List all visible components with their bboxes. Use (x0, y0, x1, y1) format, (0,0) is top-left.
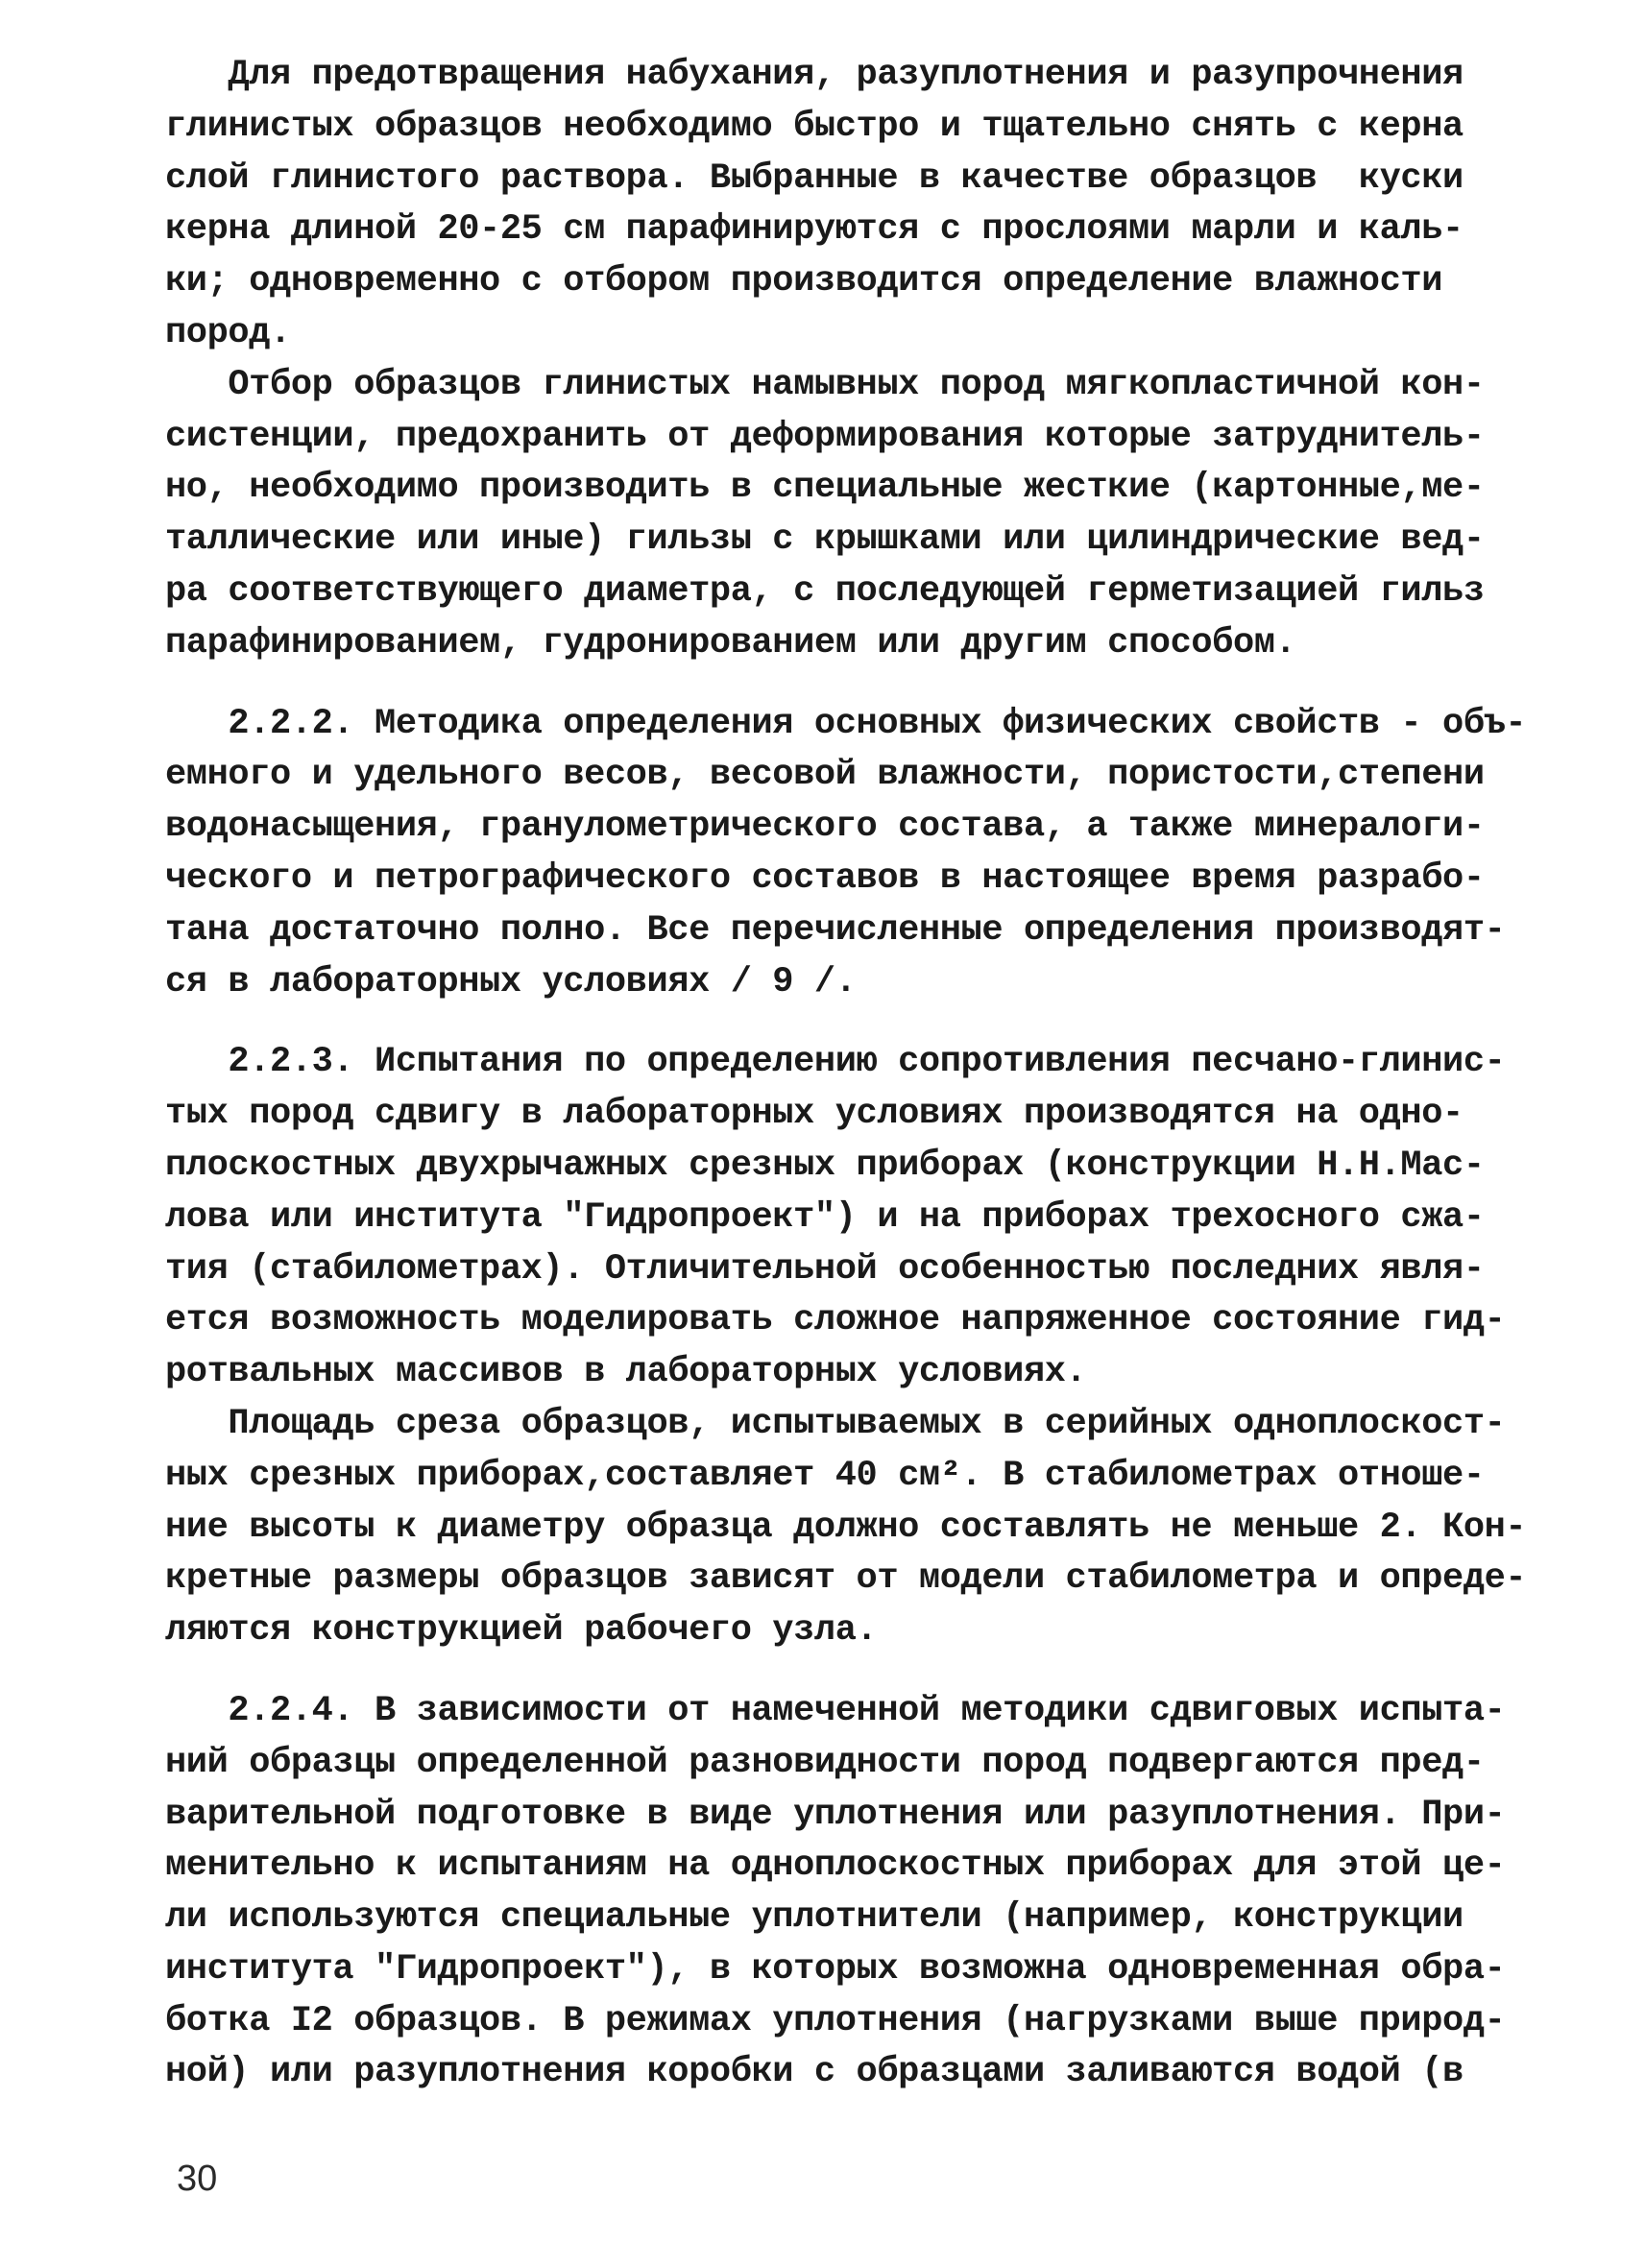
text-line: 2.2.3. Испытания по определению сопротивления песчано-глинис- (165, 1042, 1506, 1083)
paragraph-soft-plastic-sampling (165, 360, 1529, 670)
text-line: ческого и петрографического составов в настоящее время разрабо- (165, 857, 1485, 899)
text-line: таллические или иные) гильзы с крышками или цилиндрические вед- (165, 519, 1485, 561)
text-line: тых пород сдвигу в лабораторных условиях производятся на одно- (165, 1094, 1464, 1135)
text-line: ли используются специальные уплотнители (например, конструкции (165, 1897, 1464, 1939)
text-line: слой глинистого раствора. Выбранные в качестве образцов куски (165, 157, 1464, 199)
text-line: плоскостных двухрычажных срезных приборах (конструкции Н.Н.Мас- (165, 1145, 1485, 1186)
text-line: лова или института "Гидропроект") и на приборах трехосного сжа- (165, 1196, 1485, 1238)
text-line: парафинированием, гудронированием или другим способом. (165, 622, 1296, 664)
text-line: ний образцы определенной разновидности пород подвергаются пред- (165, 1742, 1485, 1783)
text-line: ных срезных приборах,составляет 40 см². В стабилометрах отноше- (165, 1455, 1485, 1496)
text-line: ется возможность моделировать сложное напряженное состояние гид- (165, 1300, 1506, 1341)
text-line: тия (стабилометрах). Отличительной особенностью последних явля- (165, 1248, 1485, 1290)
paragraph-gap (165, 1657, 1529, 1686)
text-line: тана достаточно полно. Все перечисленные определения производят- (165, 909, 1506, 951)
text-line: систенции, предохранить от деформирования которые затруднитель- (165, 416, 1485, 457)
text-line: варительной подготовке в виде уплотнения или разуплотнения. При- (165, 1794, 1506, 1835)
text-line: менительно к испытаниям на одноплоскостных приборах для этой це- (165, 1846, 1506, 1887)
paragraph-section-2-2-3 (165, 1037, 1529, 1399)
text-line: ние высоты к диаметру образца должно составлять не меньше 2. Кон- (165, 1507, 1527, 1548)
text-line: глинистых образцов необходимо быстро и тщательно снять с керна (165, 106, 1464, 147)
text-line: 2.2.4. В зависимости от намеченной методики сдвиговых испыта- (165, 1690, 1506, 1731)
text-line: водонасыщения, гранулометрического состава, а также минералоги- (165, 807, 1485, 848)
text-line: ной) или разуплотнения коробки с образцами заливаются водой (в (165, 2052, 1464, 2093)
paragraph-gap (165, 1008, 1529, 1037)
text-line: ки; одновременно с отбором производится определение влажности (165, 261, 1443, 302)
paragraph-section-2-2-2 (165, 699, 1529, 1009)
text-line: но, необходимо производить в специальные жесткие (картонные,ме- (165, 468, 1485, 509)
text-line: ротвальных массивов в лабораторных условиях. (165, 1352, 1087, 1393)
text-line: 2.2.2. Методика определения основных физических свойств - объ- (165, 703, 1527, 744)
body-text (165, 50, 1529, 2099)
text-line: кретные размеры образцов зависят от модели стабилометра и опреде- (165, 1558, 1527, 1600)
page-number: 30 (177, 2159, 218, 2199)
text-line: Площадь среза образцов, испытываемых в серийных одноплоскост- (165, 1403, 1506, 1444)
text-line: ботка I2 образцов. В режимах уплотнения (нагрузками выше природ- (165, 2000, 1506, 2041)
text-line: керна длиной 20-25 см парафинируются с прослоями марли и каль- (165, 209, 1464, 251)
text-line: института "Гидропроект"), в которых возможна одновременная обра- (165, 1948, 1506, 1990)
paragraph-gap (165, 670, 1529, 699)
text-line: емного и удельного весов, весовой влажности, пористости,степени (165, 755, 1485, 796)
paragraph-clay-sample-protection (165, 50, 1529, 360)
text-line: ся в лабораторных условиях / 9 /. (165, 961, 857, 1002)
text-line: Отбор образцов глинистых намывных пород мягкопластичной кон- (165, 364, 1485, 405)
paragraph-shear-area (165, 1399, 1529, 1657)
text-line: пород. (165, 312, 291, 353)
text-line: ра соответствующего диаметра, с последующей герметизацией гильз (165, 570, 1485, 612)
paragraph-section-2-2-4 (165, 1686, 1529, 2099)
text-line: ляются конструкцией рабочего узла. (165, 1610, 878, 1652)
text-line: Для предотвращения набухания, разуплотнения и разупрочнения (165, 55, 1464, 95)
